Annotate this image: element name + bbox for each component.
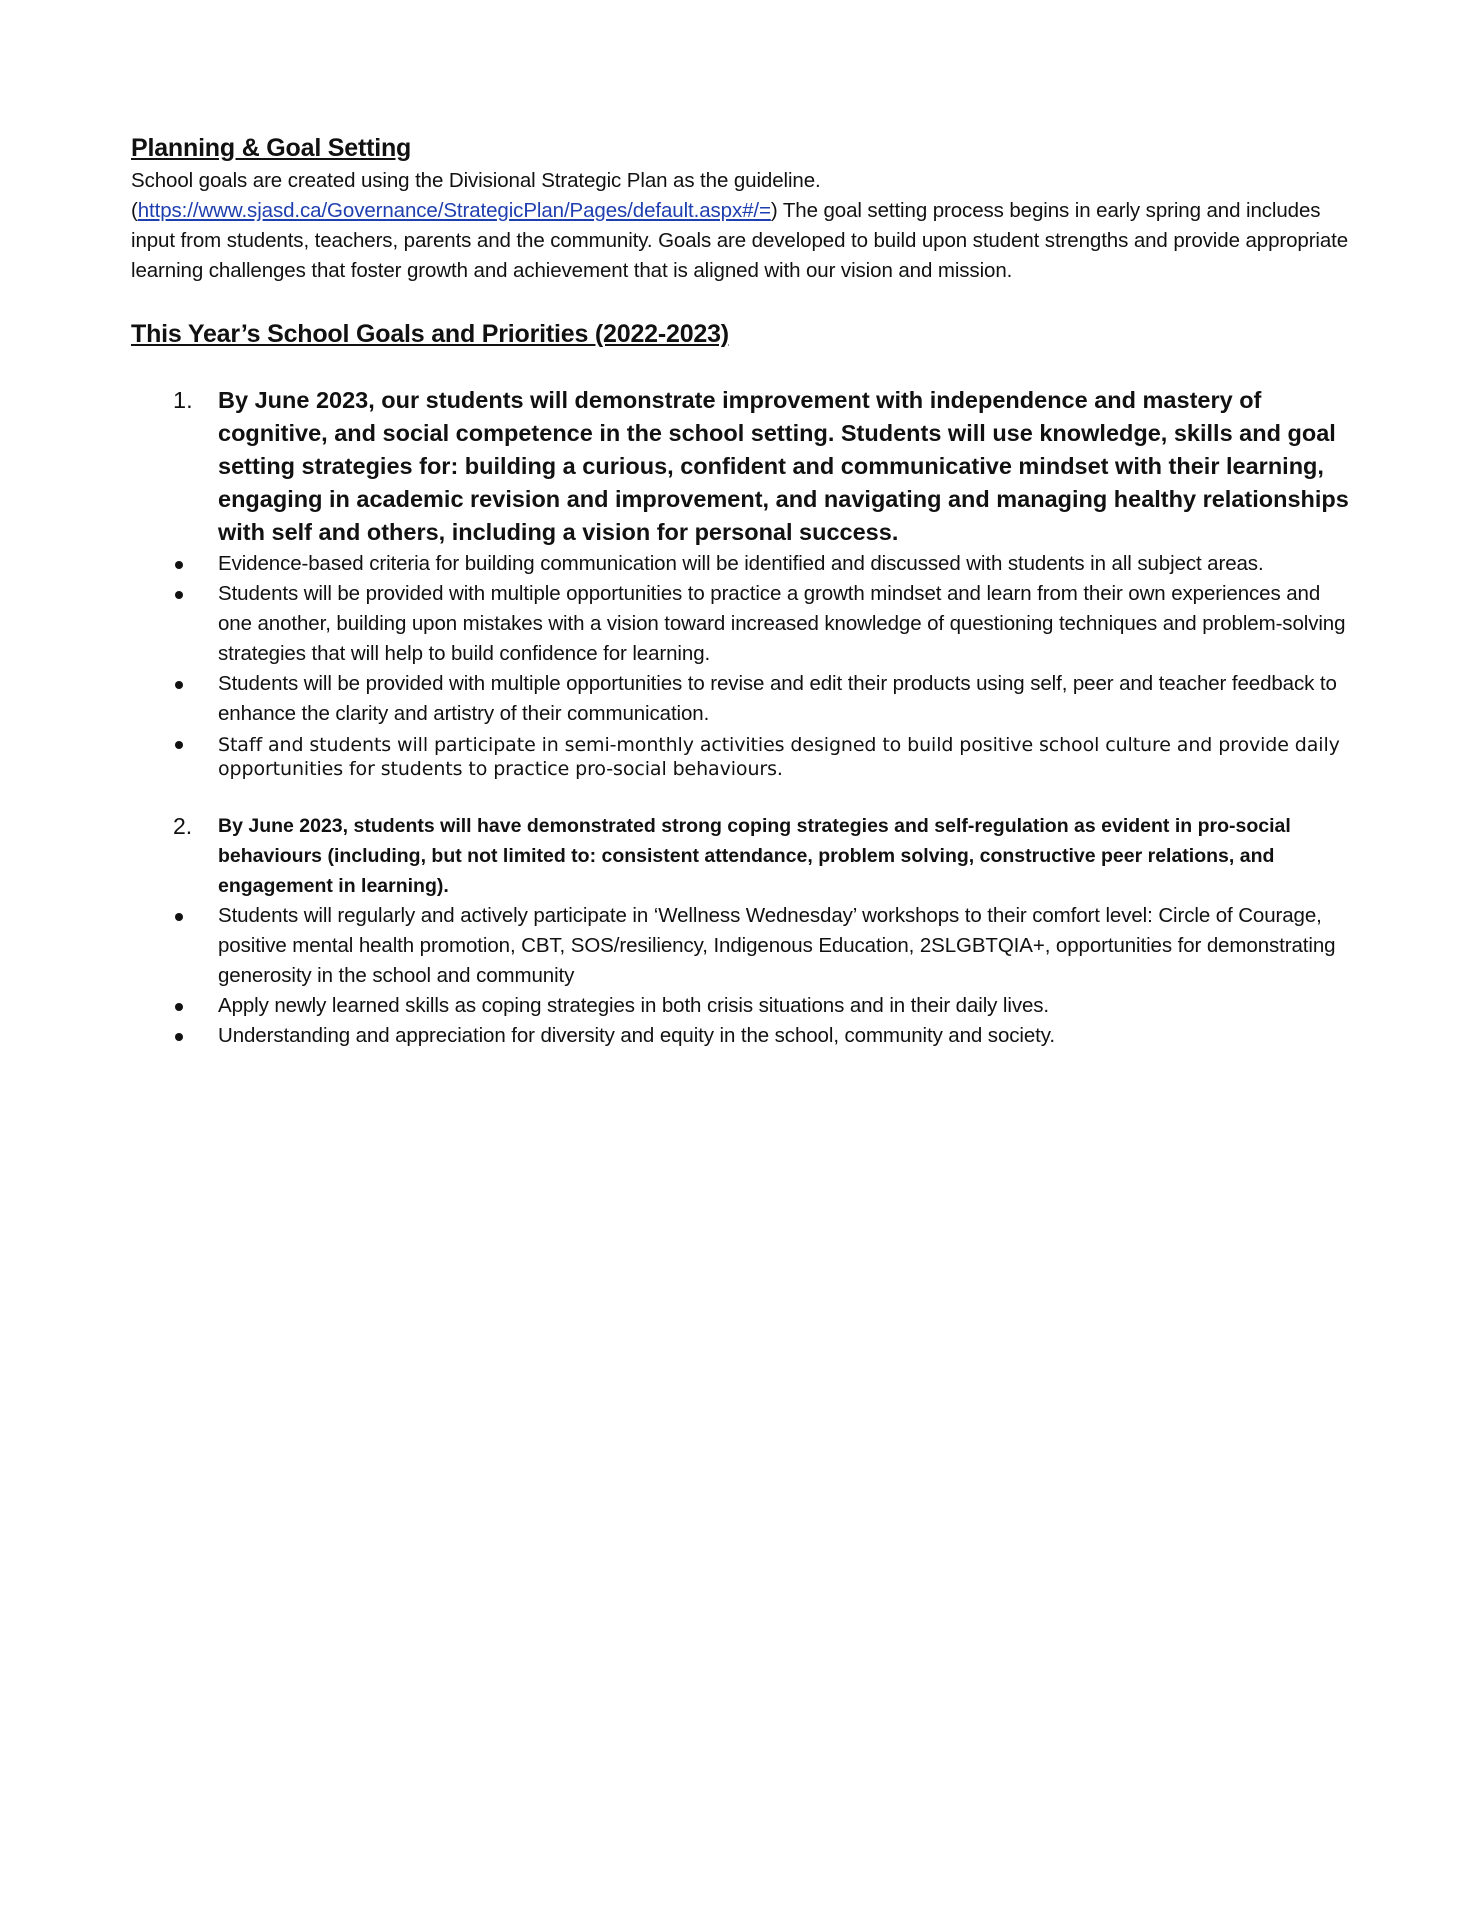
bullet-icon [175, 913, 183, 921]
bullet-icon [175, 561, 183, 569]
bullet-text: Students will be provided with multiple opportunities to revise and edit their products using self, peer and teacher feedback to enhance the clarity and artistry of their communication. [218, 672, 1337, 725]
goal-1-bullets [131, 549, 1359, 781]
bullet-icon [175, 681, 183, 689]
goal-2-title: By June 2023, students will have demonstrated strong coping strategies and self-regulation as evident in pro-social behaviours (including, but not limited to: consistent attendance, problem solving, constructive peer relations, and engagement in learning). [218, 815, 1291, 897]
list-item [131, 1021, 1359, 1051]
intro-line-1: School goals are created using the Divisional Strategic Plan as the guideline. [131, 169, 821, 192]
bullet-icon [175, 591, 183, 599]
bullet-icon [175, 1003, 183, 1011]
list-item [131, 901, 1359, 991]
bullet-text: Staff and students will participate in semi-monthly activities designed to build positive school culture and provide daily opportunities for students to practice pro-social behaviours. [218, 734, 1340, 780]
list-item [131, 549, 1359, 579]
strategic-plan-link[interactable]: https://www.sjasd.ca/Governance/StrategicPlan/Pages/default.aspx#/= [137, 199, 771, 222]
bullet-text: Students will be provided with multiple opportunities to practice a growth mindset and learn from their own experiences and one another, building upon mistakes with a vision toward increased knowledge of questioning techniques and problem-solving strategies that will help to build confidence for learning. [218, 582, 1346, 665]
bullet-text: Apply newly learned skills as coping strategies in both crisis situations and in their daily lives. [218, 994, 1050, 1017]
bullet-icon [175, 1033, 183, 1041]
open-paren: ( [131, 199, 138, 222]
intro-rest: ) The goal setting process begins in early spring and includes input from students, teachers, parents and the community. Goals are developed to build upon student strengths and provide appropriate learning challenges that foster growth and achievement that is aligned with our vision and mission. [131, 199, 1349, 282]
bullet-text: Understanding and appreciation for diversity and equity in the school, community and society. [218, 1024, 1055, 1047]
list-item [131, 579, 1359, 669]
planning-paragraph [131, 166, 1359, 286]
goal-1 [131, 384, 1359, 549]
goal-1-number: 1. [173, 387, 193, 413]
goals-heading: This Year’s School Goals and Priorities (2022-2023) [131, 320, 729, 348]
page-content [131, 132, 1359, 1051]
bullet-icon [175, 741, 183, 749]
bullet-text: Evidence-based criteria for building communication will be identified and discussed with students in all subject areas. [218, 552, 1264, 575]
goal-2 [131, 811, 1359, 901]
goal-2-bullets [131, 901, 1359, 1051]
list-item [131, 669, 1359, 729]
bullet-text: Students will regularly and actively participate in ‘Wellness Wednesday’ workshops to their comfort level: Circle of Courage, positive mental health promotion, CBT, SOS/resiliency, Indigenous Education, 2SLGBTQIA+, opportunities for demonstrating generosity in the school and community [218, 904, 1336, 987]
goal-2-number: 2. [173, 813, 193, 839]
planning-heading: Planning & Goal Setting [131, 134, 412, 162]
list-item [131, 729, 1359, 781]
list-item [131, 991, 1359, 1021]
goal-1-title: By June 2023, our students will demonstrate improvement with independence and mastery of cognitive, and social competence in the school setting. Students will use knowledge, skills and goal setting strategies for: building a curious, confident and communicative mindset with their learning, engaging in academic revision and improvement, and navigating and managing healthy relationships with self and others, including a vision for personal success. [218, 387, 1349, 545]
